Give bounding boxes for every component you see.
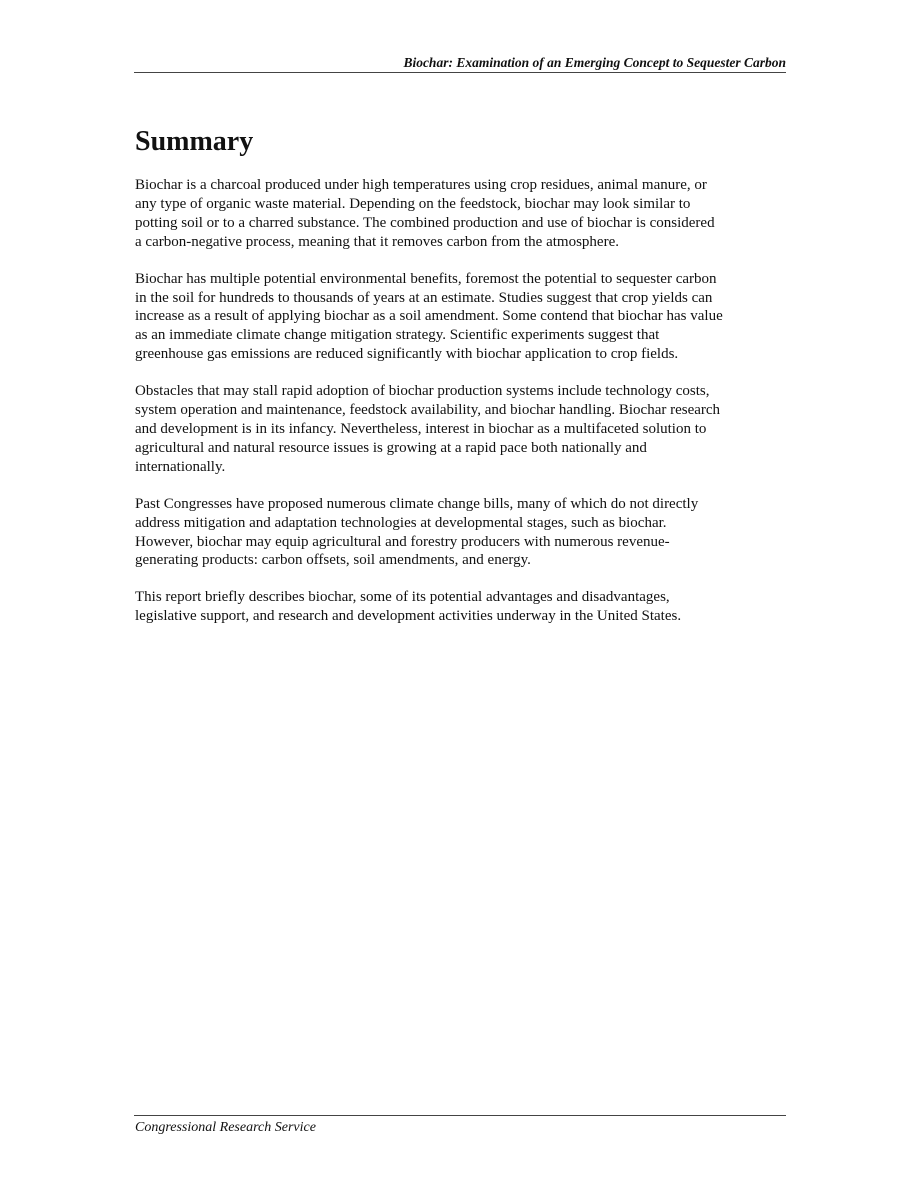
- running-header-title: Biochar: Examination of an Emerging Concept to Sequester Carbon: [403, 55, 786, 70]
- header-divider: [134, 72, 786, 73]
- text-line: Obstacles that may stall rapid adoption of biochar production systems include technology costs,: [135, 383, 710, 400]
- text-line: However, biochar may equip agricultural and forestry producers with numerous revenue-: [135, 533, 670, 550]
- text-line: legislative support, and research and development activities underway in the United States.: [135, 608, 682, 625]
- text-line: This report briefly describes biochar, some of its potential advantages and disadvantages,: [135, 589, 670, 606]
- text-line: agricultural and natural resource issues is growing at a rapid pace both nationally and: [135, 439, 647, 456]
- text-line: Biochar has multiple potential environmental benefits, foremost the potential to sequester carbon: [135, 270, 717, 287]
- paragraph-5: [135, 588, 790, 626]
- text-line: as an immediate climate change mitigation strategy. Scientific experiments suggest that: [135, 327, 660, 344]
- footer-divider: [134, 1115, 786, 1116]
- paragraph-1: [135, 176, 790, 252]
- text-line: generating products: carbon offsets, soil amendments, and energy.: [135, 552, 531, 569]
- text-line: Past Congresses have proposed numerous climate change bills, many of which do not directly: [135, 495, 699, 512]
- text-line: increase as a result of applying biochar as a soil amendment. Some contend that biochar has value: [135, 308, 723, 325]
- text-line: and development is in its infancy. Nevertheless, interest in biochar as a multifaceted solution to: [135, 420, 707, 437]
- text-line: a carbon-negative process, meaning that it removes carbon from the atmosphere.: [135, 233, 619, 250]
- text-line: in the soil for hundreds to thousands of years at an estimate. Studies suggest that crop yields can: [135, 289, 713, 306]
- text-line: Biochar is a charcoal produced under high temperatures using crop residues, animal manure, or: [135, 177, 707, 193]
- text-line: address mitigation and adaptation technologies at developmental stages, such as biochar.: [135, 514, 667, 531]
- text-line: greenhouse gas emissions are reduced significantly with biochar application to crop fields.: [135, 346, 679, 363]
- text-line: potting soil or to a charred substance. The combined production and use of biochar is considered: [135, 214, 715, 231]
- paragraph-4: [135, 495, 790, 571]
- paragraph-3: [135, 382, 790, 477]
- summary-body: [135, 176, 790, 644]
- page-title: Summary: [135, 126, 254, 157]
- paragraph-2: [135, 270, 790, 365]
- text-line: any type of organic waste material. Depending on the feedstock, biochar may look similar to: [135, 195, 691, 212]
- text-line: internationally.: [135, 458, 226, 475]
- running-footer-organization: Congressional Research Service: [135, 1120, 316, 1135]
- text-line: system operation and maintenance, feedstock availability, and biochar handling. Biochar research: [135, 402, 721, 419]
